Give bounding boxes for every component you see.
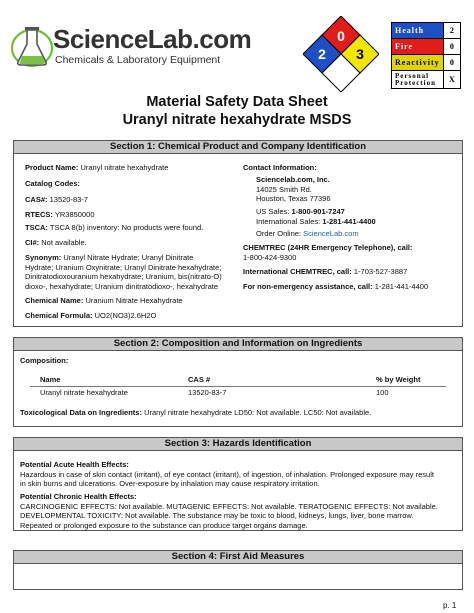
logo-wordmark: ScienceLab.com [53,24,252,54]
section-2 [13,337,463,427]
column-header-cas: CAS # [188,375,211,384]
product-name-row: Product Name: Uranyl nitrate hexahydrate [25,163,169,172]
chemtrec-label: CHEMTREC (24HR Emergency Telephone), call: [243,243,413,252]
nfpa-reactivity: 3 [356,46,364,62]
hmis-label: Fire [392,39,444,55]
section-heading: Section 3: Hazards Identification [14,438,462,451]
chronic-effects-line: Repeated or prolonged exposure to the substance can produce target organs damage. [20,520,308,530]
hmis-value: X [443,71,460,89]
synonym-line: Hydrate; Uranium Oxynitrate; Uranyl Dinitrate hexahydrate; [25,262,222,272]
acute-effects-label: Potential Acute Health Effects: [20,460,129,469]
order-online-row: Order Online: ScienceLab.com [256,229,359,238]
contact-info-label: Contact Information: [243,163,317,172]
chronic-effects-line: DEVELOPMENTAL TOXICITY: Not available. The substance may be toxic to blood, kidneys, lungs, liver, bone marrow. [20,511,414,521]
hmis-row-reactivity [392,55,461,71]
nfpa-health: 2 [318,46,326,62]
ci-row: CI#: Not available. [25,238,87,247]
column-header-name: Name [40,375,61,384]
hmis-value: 2 [443,23,460,39]
composition-label: Composition: [20,356,69,365]
section-heading: Section 1: Chemical Product and Company Identification [14,141,462,154]
page-number: p. 1 [443,601,457,610]
chemical-name-row: Chemical Name: Uranium Nitrate Hexahydrate [25,296,183,305]
hmis-label: Reactivity [392,55,444,71]
section-heading: Section 4: First Aid Measures [14,551,462,564]
nfpa-diamond [303,16,379,92]
section-4 [13,550,463,590]
company-name: Sciencelab.com, Inc. [256,175,330,184]
section-heading: Section 2: Composition and Information on Ingredients [14,338,462,351]
table-cell-cas: 13520-83-7 [188,388,227,397]
chronic-effects-label: Potential Chronic Health Effects: [20,492,137,501]
order-online-link[interactable]: ScienceLab.com [303,229,359,238]
intl-chemtrec-row: International CHEMTREC, call: 1-703-527-3887 [243,267,408,276]
table-divider [30,386,446,387]
hmis-row-health [392,23,461,39]
hmis-label: Personal Protection [392,71,444,89]
acute-effects-line: in skin burns and ulcerations. Over-exposure by inhalation may cause respiratory irritation. [20,479,320,489]
document-subtitle: Uranyl nitrate hexahydrate MSDS [122,112,352,128]
cas-row: CAS#: 13520-83-7 [25,195,88,204]
chemtrec-phone: 1-800-424-9300 [243,252,297,262]
rtecs-row: RTECS: YR3850000 [25,210,95,219]
nonemergency-row: For non-emergency assistance, call: 1-281-441-4400 [243,282,429,291]
document-title: Material Safety Data Sheet [146,94,328,110]
chronic-effects-line: CARCINOGENIC EFFECTS: Not available. MUTAGENIC EFFECTS: Not available. TERATOGENIC EFFECTS: Not available. [20,501,438,511]
address-line: Houston, Texas 77396 [256,194,331,204]
us-sales-row: US Sales: 1-800-901-7247 [256,207,345,216]
catalog-codes-label: Catalog Codes: [25,179,81,188]
hmis-row-fire [392,39,461,55]
logo-tagline: Chemicals & Laboratory Equipment [55,54,221,66]
section-3 [13,437,463,531]
hmis-label: Health [392,23,444,39]
hmis-value: 0 [443,55,460,71]
table-cell-name: Uranyl nitrate hexahydrate [40,388,128,397]
synonym-line: Dinitratodioxouranium hexahydrate; Uranium, bis(nitrato-O) [25,272,222,282]
hmis-rating-table [391,22,461,89]
column-header-weight: % by Weight [376,375,421,384]
formula-row: Chemical Formula: UO2(NO3)2.6H2O [25,311,157,320]
tsca-row: TSCA: TSCA 8(b) inventory: No products were found. [25,223,204,232]
hmis-row-protection [392,71,461,89]
synonym-row: Synonym: Uranyl Nitrate Hydrate; Uranyl Dinitrate [25,253,194,262]
table-cell-weight: 100 [376,388,389,397]
tox-data-row: Toxicological Data on Ingredients: Uranyl nitrate hexahydrate LD50: Not available. LC50: Not available. [20,408,372,417]
intl-sales-row: International Sales: 1-281-441-4400 [256,216,376,226]
address-line: 14025 Smith Rd. [256,184,312,194]
acute-effects-line: Hazardous in case of skin contact (irritant), of eye contact (irritant), of ingestion, of inhalation. Prolonged exposure may result [20,469,434,479]
nfpa-flammability: 0 [337,28,345,44]
hmis-value: 0 [443,39,460,55]
synonym-line: dioxo-, hexahydrate; Uranium dinitratodioxo-, hexahydrate [25,281,219,291]
section-1 [13,140,463,327]
